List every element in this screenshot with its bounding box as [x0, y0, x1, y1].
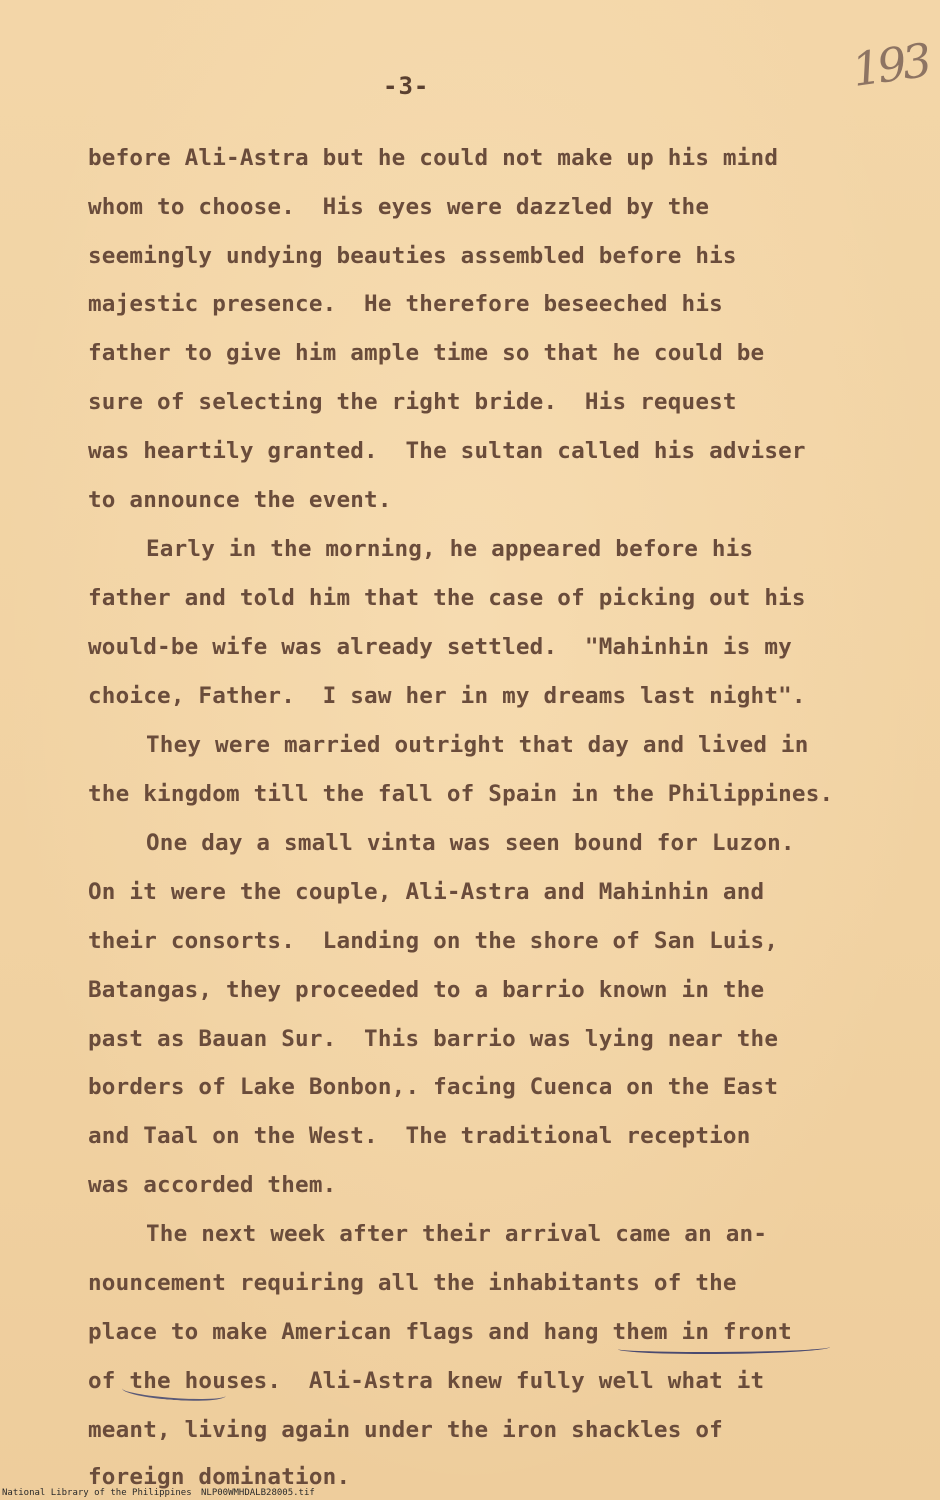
text-line: seemingly undying beauties assembled before his	[88, 243, 737, 269]
page-number: -3-	[383, 72, 430, 100]
text-line: father and told him that the case of picking out his	[88, 585, 806, 611]
footer-source: National Library of the Philippines	[2, 1488, 192, 1498]
text-line: place to make American flags and hang them in front	[88, 1319, 792, 1345]
footer-filename: NLP00WMHDALB28005.tif	[201, 1488, 315, 1498]
text-line: of the houses. Ali-Astra knew fully well what it	[88, 1368, 765, 1394]
text-line: meant, living again under the iron shackles of	[88, 1417, 723, 1443]
text-line: choice, Father. I saw her in my dreams last night".	[88, 683, 806, 709]
handwritten-folio-number: 193	[848, 32, 932, 98]
text-line: would-be wife was already settled. "Mahinhin is my	[88, 634, 792, 660]
text-line: Early in the morning, he appeared before his	[146, 536, 754, 562]
text-line: borders of Lake Bonbon,. facing Cuenca on the East	[88, 1074, 779, 1100]
text-line: On it were the couple, Ali-Astra and Mahinhin and	[88, 879, 765, 905]
text-line: Batangas, they proceeded to a barrio known in the	[88, 977, 765, 1003]
text-line: the kingdom till the fall of Spain in the Philippines.	[88, 781, 834, 807]
text-line: to announce the event.	[88, 487, 392, 513]
text-line: their consorts. Landing on the shore of San Luis,	[88, 928, 779, 954]
text-line: was accorded them.	[88, 1172, 337, 1198]
text-line: majestic presence. He therefore beseeched his	[88, 291, 723, 317]
text-line: father to give him ample time so that he could be	[88, 340, 765, 366]
text-line: before Ali-Astra but he could not make up his mind	[88, 145, 779, 171]
text-line: The next week after their arrival came an an-	[146, 1221, 768, 1247]
text-line: One day a small vinta was seen bound for Luzon.	[146, 830, 795, 856]
handwritten-underline	[618, 1342, 830, 1354]
text-line: foreign domination.	[88, 1464, 351, 1490]
text-line: and Taal on the West. The traditional reception	[88, 1123, 751, 1149]
text-line: was heartily granted. The sultan called his adviser	[88, 438, 806, 464]
text-line: past as Bauan Sur. This barrio was lying near the	[88, 1026, 779, 1052]
text-line: nouncement requiring all the inhabitants of the	[88, 1270, 737, 1296]
text-line: sure of selecting the right bride. His request	[88, 389, 737, 415]
text-line: They were married outright that day and lived in	[146, 732, 809, 758]
text-line: whom to choose. His eyes were dazzled by the	[88, 194, 710, 220]
